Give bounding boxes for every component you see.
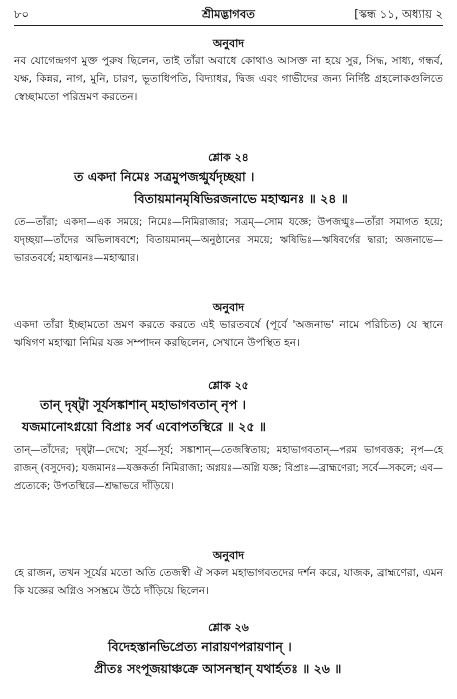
translation-text: নব যোগেন্দ্রগণ মুক্ত পুরুষ ছিলেন, তাই তাঁরা অবাধে কোথাও আসক্ত না হয়ে সুর, সিদ্ধ, সাধ্য, গন্ধর্ব, যক্ষ, কিন্নর, নাগ, মুনি, চারণ, ভূতাধিপতি, বিদ্যাধর, দ্বিজ এবং গাভীদের জন্য নির্দিষ্ট গ্রহলোকগুলিতে স্বেচ্ছামতো পরিভ্রমণ করতেন। xyxy=(14,55,443,103)
book-title: শ্রীমদ্ভাগবত xyxy=(202,7,255,21)
verse-lines xyxy=(14,394,443,438)
synonyms-25 xyxy=(14,442,443,496)
verse-lines xyxy=(14,636,443,680)
synonyms-text: তে—তাঁরা; একদা—এক সময়ে; নিমেঃ—নিমিরাজার; সত্রম্—সোম যজ্ঞে; উপজগ্মুঃ—তাঁরা সমাগত হয়ে; যদৃচ্ছয়া—তাঁদের অভিলাষবশে; বিতায়মানম্—অনুষ্ঠানের সময়ে; ঋষিভিঃ—ঋষিবর্গের দ্বারা; অজনাভে—ভারতবর্ষে; মহাত্মনঃ—মহাত্মার। xyxy=(14,217,443,264)
verse-26 xyxy=(14,620,443,680)
translation-label: অনুবাদ xyxy=(212,301,245,314)
translation-label: অনুবাদ xyxy=(212,549,245,562)
verse-label: শ্লোক ২৫ xyxy=(208,379,249,392)
verse-line-1: ত একদা নিমেঃ সত্রমুপজগ্মুর্যদৃচ্ছয়া । xyxy=(74,169,255,184)
verse-line-2: যজমানোঽগ্নয়ো বিপ্রাঃ সর্ব এবোপতস্থিরে ॥ ২৫ ॥ xyxy=(22,419,266,434)
verse-line-1: বিদেহস্তানভিপ্রেত্য নারায়ণপরায়ণান্ । xyxy=(108,639,292,654)
page-header xyxy=(14,6,443,24)
verse-line-2: বিতায়মানমৃষিভিরজনাভে মহাত্মনঃ ॥ ২৪ ॥ xyxy=(134,191,348,206)
translation-label: অনুবাদ xyxy=(212,37,245,50)
page-number: ৮০ xyxy=(14,7,29,21)
translation-text: হে রাজন, তখন সূর্যের মতো অতি তেজস্বী ঐ সকল মহাভাগবতদের দর্শন করে, যাজক, ব্রাহ্মণেরা, এমন কি যজ্ঞের অগ্নিও সসম্ভ্রমে উঠে দাঁড়িয়ে ছিলেন। xyxy=(14,567,443,597)
verse-25 xyxy=(14,378,443,438)
translation-25 xyxy=(14,548,443,600)
verse-line-2: প্রীতঃ সংপূজয়াঞ্চক্রে আসনস্থান্ যথার্হতঃ ॥ ২৬ ॥ xyxy=(94,661,342,676)
verse-24 xyxy=(14,150,443,210)
verse-label: শ্লোক ২৬ xyxy=(208,621,249,634)
translation-text: একদা তাঁরা ইচ্ছামতো ভ্রমণ করতে করতে এই ভারতবর্ষে (পূর্বে 'অজনাভ' নামে পরিচিত) যে স্থানে ঋষিগণ মহাত্মা নিমির যজ্ঞ সম্পাদন করছিলেন, সেখানে উপস্থিত হন। xyxy=(14,319,443,349)
chapter-reference: [স্কন্ধ ১১, অধ্যায় ২ xyxy=(354,7,443,21)
synonyms-24 xyxy=(14,214,443,268)
translation-24 xyxy=(14,300,443,352)
verse-label: শ্লোক ২৪ xyxy=(208,151,249,164)
verse-line-1: তান্ দৃষ্ট্বা সূর্যসঙ্কাশান্ মহাভাগবতান্ নৃপ । xyxy=(40,397,247,412)
verse-lines xyxy=(14,166,443,210)
synonyms-text: তান্—তাঁদের; দৃষ্ট্বা—দেখে; সূর্য—সূর্য; সঙ্কাশান্—তেজস্বিতায়; মহাভাগবতান্—পরম ভাগবত্তক; নৃপ—হে রাজন্ (বসুদেব); যজমানঃ—যজ্ঞকর্তা নিমিরাজা; অগ্নয়ঃ—অগ্নি যজ্ঞ; বিপ্রাঃ—ব্রাহ্মণেরা; সর্বে—সকলে; এব—প্রত্যেকে; উপতস্থিরে—শ্রদ্ধাভরে দাঁড়িয়ে। xyxy=(14,445,443,492)
header-rule xyxy=(14,25,443,26)
translation-23 xyxy=(14,36,443,106)
